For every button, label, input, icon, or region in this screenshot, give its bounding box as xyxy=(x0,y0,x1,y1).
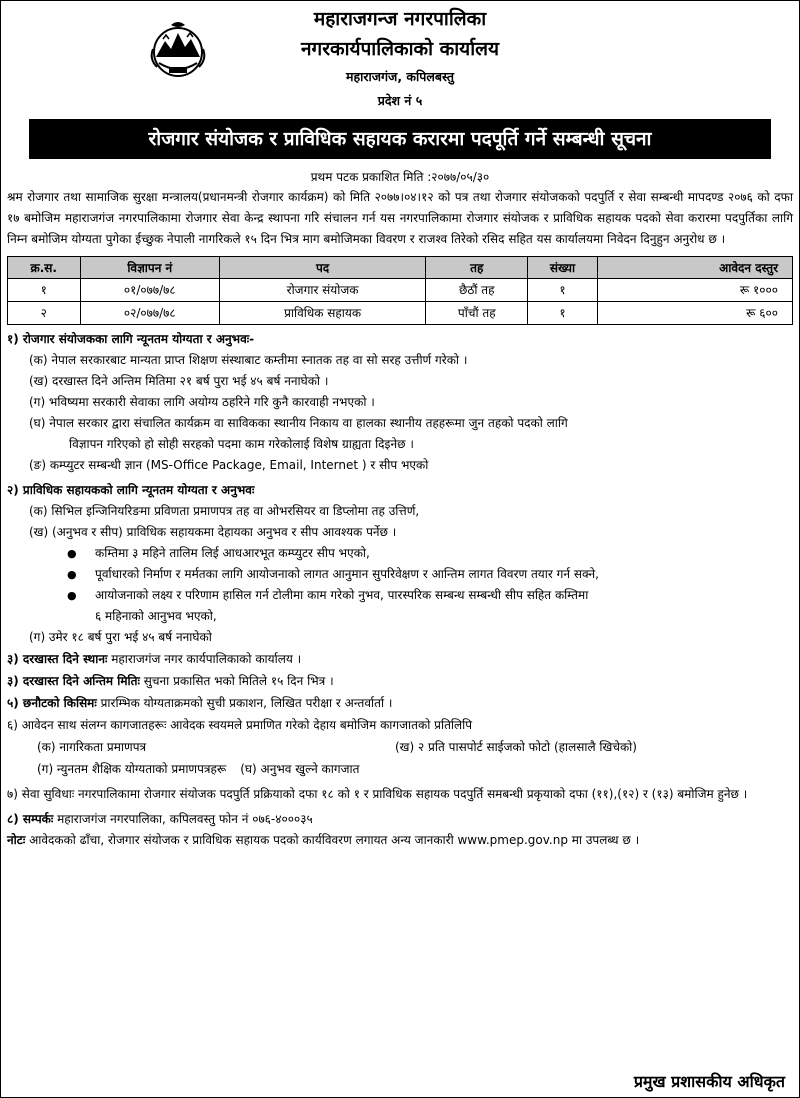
cell-fee: रू १००० xyxy=(597,279,792,302)
note xyxy=(7,830,793,850)
section-6-text: ६) आवेदन साथ संलग्न कागजातहरूः आवेदक स्वयमले प्रमाणित गरेको देहाय बमोजिम कागजातको प्रतिलिपि xyxy=(7,718,473,733)
doc-education: (ग) न्युनतम शैक्षिक योग्यताको प्रमाणपत्रहरू xyxy=(37,762,227,777)
office-name: नगरकार्यपालिकाको कार्यालय xyxy=(300,38,500,60)
cell-level: पाँचौं तह xyxy=(426,302,528,325)
section-2-item-ga: (ग) उमेर १८ बर्ष पुरा भई ४५ बर्ष ननाघेको xyxy=(29,630,212,645)
cell-post: प्राविधिक सहायक xyxy=(220,302,426,325)
section-3-text: महाराजगंज नगर कार्यपालिकाको कार्यालय । xyxy=(107,652,302,667)
province-label: प्रदेश नं ५ xyxy=(377,93,423,108)
signatory-title: प्रमुख प्रशासकीय अधिकृत xyxy=(633,1072,785,1092)
table-header-row xyxy=(8,257,793,279)
col-serial: क्र.स. xyxy=(8,257,81,279)
section-1-item-gha-continued: विज्ञापन गरिएको हो सोही सरहको पदमा काम गरेकोलाई विशेष ग्राह्यता दिइनेछ । xyxy=(69,437,414,452)
section-2-title: २) प्राविधिक सहायकको लागि न्यूनतम योग्यता र अनुभवः xyxy=(7,483,255,498)
section-3 xyxy=(7,648,793,670)
doc-experience: (घ) अनुभव खुल्ने कागजात xyxy=(240,762,360,777)
section-6-docs-row-2 xyxy=(7,758,793,780)
vacancy-table xyxy=(7,256,793,325)
section-5-label: ५) छनौटको किसिमः xyxy=(7,696,97,711)
section-1-title: १) रोजगार संयोजकका लागि न्यूनतम योग्यता र अनुभवः- xyxy=(7,332,255,347)
section-2-item-kha: (ख) (अनुभव र सीप) प्राविधिक सहायकमा देहायका अनुभव र सीप आवश्यक पर्नेछ । xyxy=(29,525,397,540)
section-7: ७) सेवा सुविधाः नगरपालिकामा रोजगार संयोजक पदपुर्ति प्रक्रियाको दफा १८ को १ र प्राविधिक सहायक पदपुर्ति समबन्धी प्रकृयाको दफा (११),(१२) र (१३) बमोजिम हुनेछ । xyxy=(7,787,748,802)
notice-title: रोजगार संयोजक र प्राविधिक सहायक करारमा पदपूर्ति गर्ने सम्बन्धी सूचना xyxy=(29,119,771,159)
cell-fee: रू ६०० xyxy=(597,302,792,325)
cell-advert-no: ०२/०७७/७८ xyxy=(80,302,219,325)
section-1-item-ka: (क) नेपाल सरकारबाट मान्यता प्राप्त शिक्षण संस्थाबाट कम्तीमा स्नातक तह वा सो सरह उत्तीर्ण गरेको । xyxy=(29,353,468,368)
cell-count: १ xyxy=(528,302,597,325)
col-advert-no: विज्ञापन नं xyxy=(80,257,219,279)
table-row xyxy=(8,302,793,325)
doc-photo: (ख) २ प्रति पासपोर्ट साईजको फोटो (हालसालै खिचेको) xyxy=(395,740,637,755)
section-5 xyxy=(7,692,793,714)
section-4-text: सुचना प्रकासित भको मितिले १५ दिन भित्र । xyxy=(139,674,334,689)
cell-serial: २ xyxy=(8,302,81,325)
col-count: संख्या xyxy=(528,257,597,279)
section-5-text: प्रारम्भिक योग्यताक्रमको सुची प्रकाशन, लिखित परीक्षा र अन्तर्वार्ता । xyxy=(96,696,393,711)
col-fee: आवेदन दस्तुर xyxy=(597,257,792,279)
cell-level: छैठौं तह xyxy=(426,279,528,302)
section-8 xyxy=(7,808,793,830)
municipality-name: महाराजगन्ज नगरपालिका xyxy=(313,8,487,30)
section-1-item-kha: (ख) दरखास्त दिने अन्तिम मितिमा २१ बर्ष पुरा भई ४५ बर्ष ननाघेको । xyxy=(29,374,329,389)
section-3-label: ३) दरखास्त दिने स्थानः xyxy=(7,652,108,667)
section-2-bullet: ● पूर्वाधारको निर्माण र मर्मतका लागि आयोजनाको लागत आनुमान सुपरिवेक्षण र आन्तिम लागत विवरण तयार गर्न सक्ने, xyxy=(7,564,793,585)
section-2-bullet-continued: ६ महिनाको आनुभव भएको, xyxy=(95,609,217,624)
note-label: नोटः xyxy=(7,833,26,848)
section-4-label: ३) दरखास्त दिने अन्तिम मितिः xyxy=(7,674,140,689)
cell-post: रोजगार संयोजक xyxy=(220,279,426,302)
cell-advert-no: ०१/०७७/७८ xyxy=(80,279,219,302)
col-level: तह xyxy=(426,257,528,279)
section-6-docs-row-1 xyxy=(7,736,793,758)
section-8-label: ८) सम्पर्कः xyxy=(7,812,54,827)
first-published-date: प्रथम पटक प्रकाशित मिति :२०७७/०५/३० xyxy=(310,170,490,184)
section-1-item-nga: (ङ) कम्प्युटर सम्बन्धी ज्ञान (MS-Office Package, Email, Internet ) र सीप भएको xyxy=(29,458,429,473)
doc-citizenship: (क) नागरिकता प्रमाणपत्र xyxy=(37,740,147,755)
section-2-bullet: ● आयोजनाको लक्ष्य र परिणाम हासिल गर्न टोलीमा काम गरेको नुभव, पारस्परिक सम्बन्ध सम्बन्धी सीप सहित कम्तिमा xyxy=(7,585,793,606)
cell-serial: १ xyxy=(8,279,81,302)
section-8-text: महाराजगंज नगरपालिका, कपिलवस्तु फोन नं ०७६-४०००३५ xyxy=(53,812,313,827)
notice-header xyxy=(7,1,793,119)
table-row xyxy=(8,279,793,302)
section-4 xyxy=(7,670,793,692)
section-2-item-ka: (क) सिभिल इन्जिनियरिङमा प्रविणता प्रमाणपत्र तह वा ओभरसियर वा डिप्लोमा तह उत्तिर्ण, xyxy=(29,504,420,519)
section-2-bullet: ● कम्तिमा ३ महिने तालिम लिई आधआरभूत कम्प्युटर सीप भएको, xyxy=(7,543,793,564)
section-1-item-gha: (घ) नेपाल सरकार द्वारा संचालित कार्यक्रम वा साविकका स्थानीय निकाय वा हालका स्थानीय तहहरूमा जुन तहको पदको लागि xyxy=(29,416,568,431)
office-address: महाराजगंज, कपिलबस्तु xyxy=(346,69,454,84)
note-text: आवेदकको ढाँचा, रोजगार संयोजक र प्राविधिक सहायक पदको कार्यविवरण लगायत अन्य जानकारी www.pmep.gov.np मा उपलब्ध छ । xyxy=(25,833,640,848)
cell-count: १ xyxy=(528,279,597,302)
section-1-item-ga: (ग) भविष्यमा सरकारी सेवाका लागि अयोग्य ठहरिने गरि कुनै कारवाही नभएको । xyxy=(29,395,375,410)
intro-paragraph: श्रम रोजगार तथा सामाजिक सुरक्षा मन्त्रालय(प्रधानमन्त्री रोजगार कार्यक्रम) को मिति २०७७।०४।१२ को पत्र तथा रोजगार संयोजकको पदपुर्ति र सेवा सम्बन्धी मापदण्ड २०७६ को दफा १७ बमोजिम महाराजगंज नगरपालिकामा रोजगार सेवा केन्द्र स्थापना गरि संचालन गर्न यस नगरपालिकामा रोजगार संयोजक र प्राविधिक सहायक पदको सेवा करारमा पदपुर्तिका लागि निम्न बमोजिम योग्यता पुगेका ईच्छुक नेपाली नागरिकले १५ दिन भित्र माग बमोजिमका विवरण र राजश्व तिरेको रसिद सहित यस कार्यालयमा निवेदन दिनुहुन अनुरोध छ । xyxy=(7,190,793,247)
col-post: पद xyxy=(220,257,426,279)
